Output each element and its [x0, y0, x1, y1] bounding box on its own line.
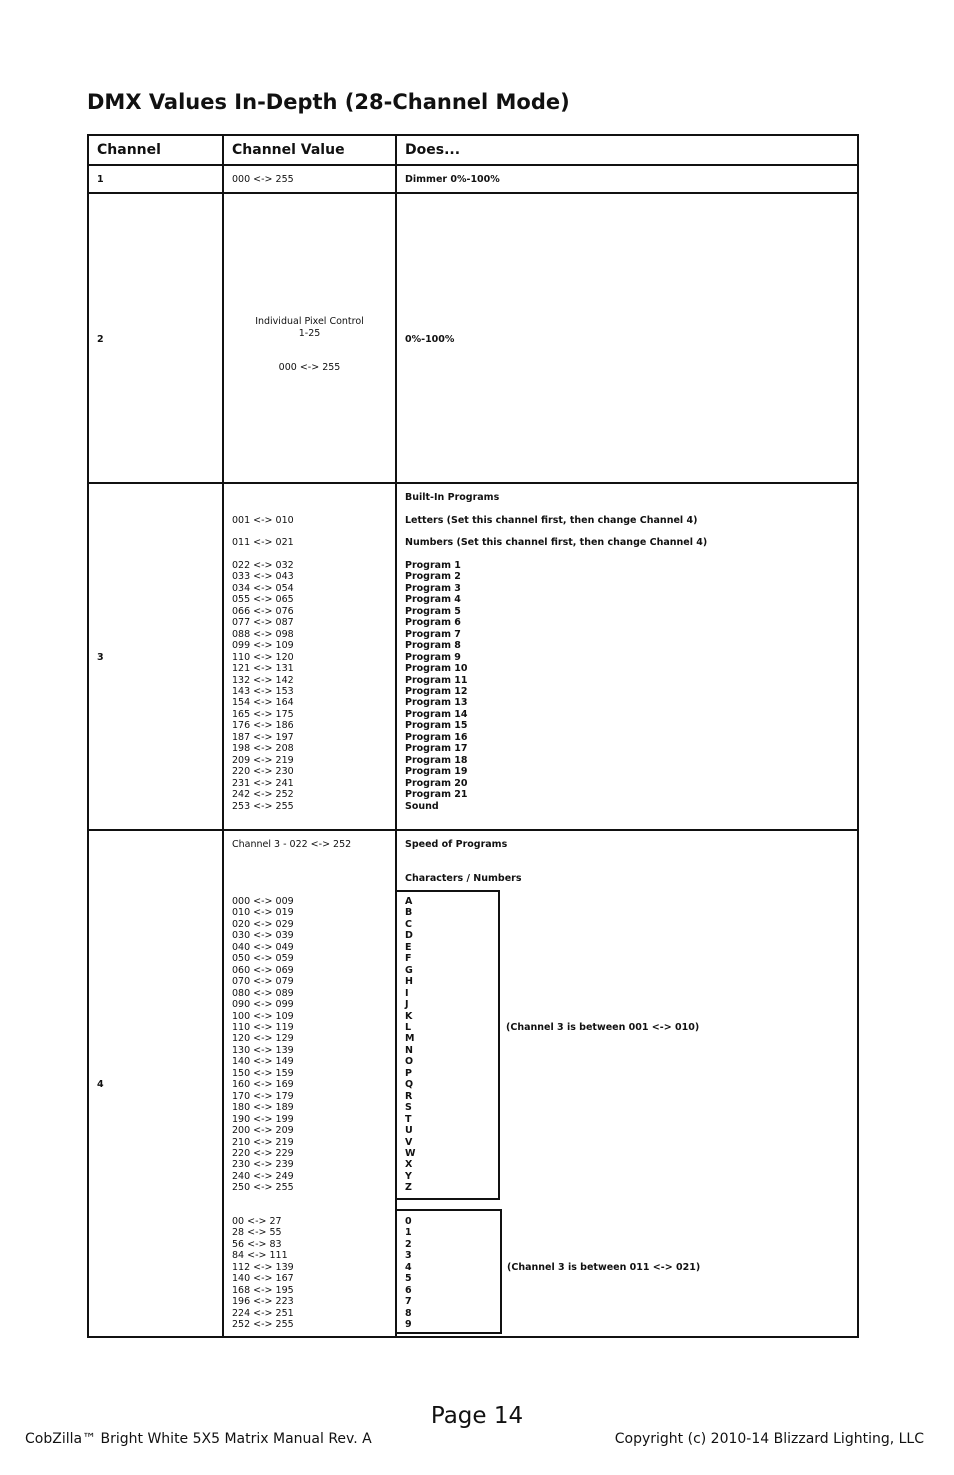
channel-2-value-label: Individual Pixel Control	[255, 316, 364, 327]
page-number: Page 14	[430, 1403, 524, 1429]
dmx-values-table	[87, 134, 859, 1338]
channel-3-letters-does: Letters (Set this channel first, then change Channel 4)	[405, 515, 698, 526]
channel-4-letter-ranges: 000 <-> 009 010 <-> 019 020 <-> 029 030 <-> 039 040 <-> 049 050 <-> 059 060 <-> 069 070 <-> 079 080 <-> 089 090 <-> 099 100 <-> 109 110 <-> 119 120 <-> 129 130 <-> 139 140 <-> 149 150 <-> 159 160 <-> 169 170 <-> 179 180 <-> 189 190 <-> 199 200 <-> 209 210 <-> 219 220 <-> 229 230 <-> 239 240 <-> 249 250 <-> 255	[232, 896, 294, 1194]
channel-3-program-ranges: 022 <-> 032 033 <-> 043 034 <-> 054 055 <-> 065 066 <-> 076 077 <-> 087 088 <-> 098 099 <-> 109 110 <-> 120 121 <-> 131 132 <-> 142 143 <-> 153 154 <-> 164 165 <-> 175 176 <-> 186 187 <-> 197 198 <-> 208 209 <-> 219 220 <-> 230 231 <-> 241 242 <-> 252 253 <-> 255	[232, 560, 294, 812]
numbers-box	[397, 1209, 502, 1334]
channel-2-number: 2	[97, 334, 104, 345]
channel-1-number: 1	[97, 174, 104, 185]
channel-2-value: 000 <-> 255	[278, 362, 341, 373]
channel-2-value-range: 1-25	[298, 328, 321, 339]
channel-3-number: 3	[97, 652, 104, 663]
channel-4-number-ranges: 00 <-> 27 28 <-> 55 56 <-> 83 84 <-> 111 112 <-> 139 140 <-> 167 168 <-> 195 196 <-> 223 224 <-> 251 252 <-> 255	[232, 1216, 294, 1331]
footer-copyright: Copyright (c) 2010-14 Blizzard Lighting, LLC	[614, 1431, 924, 1447]
channel-3-heading: Built-In Programs	[405, 492, 500, 503]
row-divider	[89, 829, 857, 831]
channel-4-chars-heading: Characters / Numbers	[405, 873, 522, 884]
channel-4-speed-does: Speed of Programs	[405, 839, 508, 850]
channel-4-numbers-note: (Channel 3 is between 011 <-> 021)	[507, 1262, 701, 1273]
channel-4-letters: A B C D E F G H I J K L M N O P Q R S T U V W X Y Z	[405, 896, 416, 1194]
channel-4-number: 4	[97, 1079, 104, 1090]
channel-1-does: Dimmer 0%-100%	[405, 174, 500, 185]
channel-3-program-names: Program 1 Program 2 Program 3 Program 4 Program 5 Program 6 Program 7 Program 8 Program 9 Program 10 Program 11 Program 12 Program 13 Program 14 Program 15 Program 16 Program 17 Program 18 Program 19 Program 20 Program 21 Sound	[405, 560, 468, 812]
header-channel: Channel	[97, 142, 161, 158]
channel-2-does: 0%-100%	[405, 334, 455, 345]
channel-4-letters-note: (Channel 3 is between 001 <-> 010)	[506, 1022, 700, 1033]
header-does: Does...	[405, 142, 461, 158]
footer-manual-title: CobZilla™ Bright White 5X5 Matrix Manual Rev. A	[25, 1431, 372, 1447]
channel-3-numbers-does: Numbers (Set this channel first, then change Channel 4)	[405, 537, 708, 548]
page-title: DMX Values In-Depth (28-Channel Mode)	[87, 90, 570, 114]
header-channel-value: Channel Value	[232, 142, 345, 158]
channel-3-letters-range: 001 <-> 010	[232, 515, 294, 526]
channel-3-numbers-range: 011 <-> 021	[232, 537, 294, 548]
channel-4-speed-range: Channel 3 - 022 <-> 252	[232, 839, 352, 850]
channel-1-value: 000 <-> 255	[232, 174, 294, 185]
channel-4-numbers: 0 1 2 3 4 5 6 7 8 9	[405, 1216, 412, 1331]
row-divider	[89, 164, 857, 166]
row-divider	[89, 482, 857, 484]
row-divider	[89, 192, 857, 194]
